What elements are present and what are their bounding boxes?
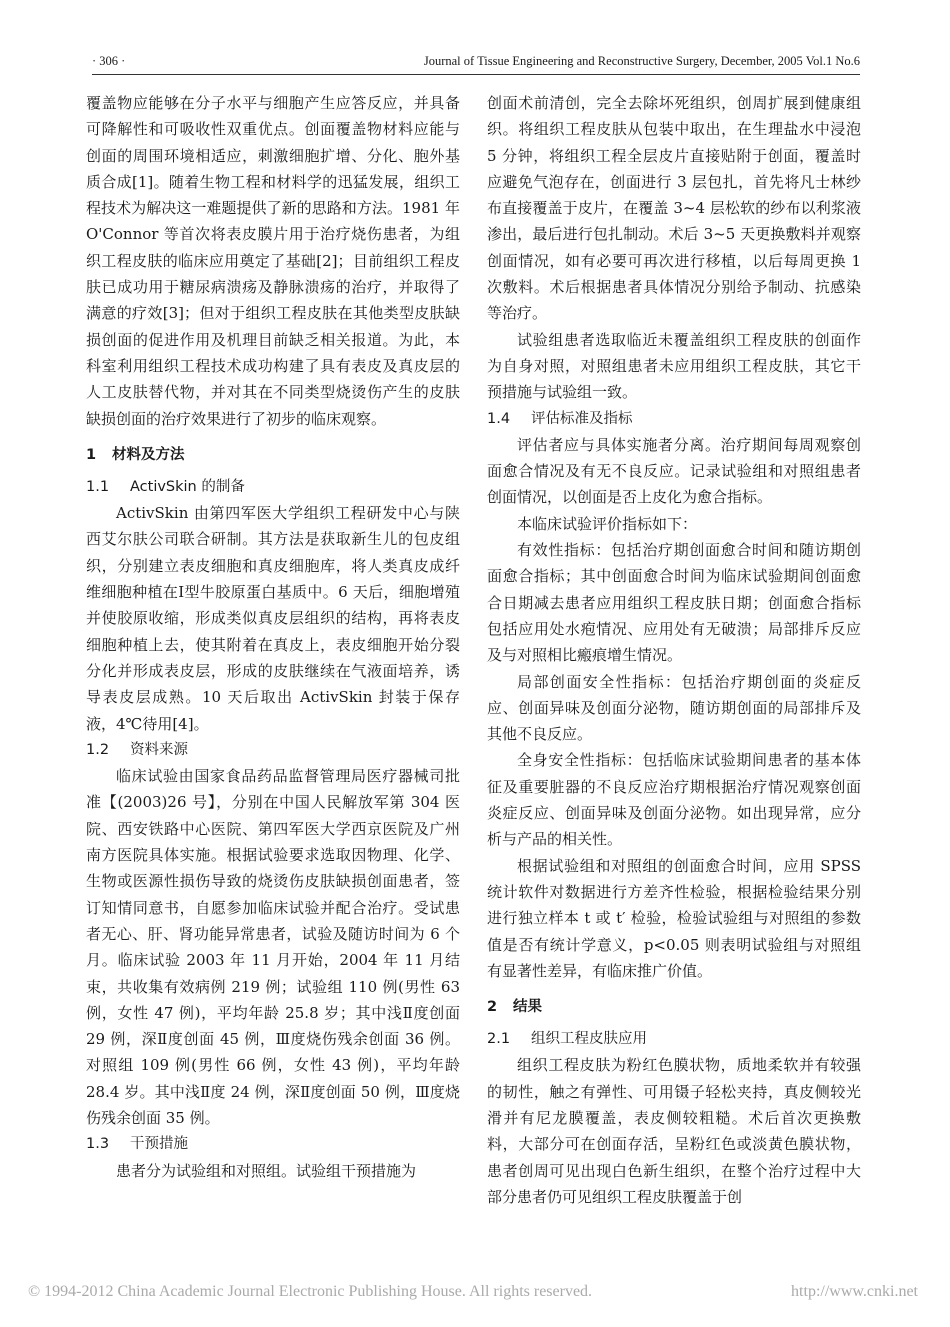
subsection-title: 组织工程皮肤应用 xyxy=(531,1031,647,1048)
paragraph-activskin-prep: ActivSkin 由第四军医大学组织工程研发中心与陕西艾尔肤公司联合研制。其方法是获取新生儿的包皮组织，分别建立表皮细胞和真皮细胞库，将人类真皮成纤维细胞种植在Ⅰ型牛胶原蛋白基质中。6 天后，细胞增殖并使胶原收缩，形成类似真皮层组织的结构，再将表皮细胞种植上去，使其附着在真皮上，表皮细胞开始分裂分化并形成表皮层，形成的皮肤继续在气液面培养，诱导表皮层成熟。10 天后取出 ActivSkin 封装于保存液，4℃待用[4]。 xyxy=(86,504,460,733)
subsection-heading-source xyxy=(86,737,460,763)
copyright-notice: © 1994-2012 China Academic Journal Electronic Publishing House. All rights reserved. xyxy=(28,1283,593,1300)
subsection-number: 1.3 xyxy=(86,1136,110,1153)
page-number: · 306 · xyxy=(92,54,126,68)
subsection-title: ActivSkin 的制备 xyxy=(130,478,245,495)
left-column xyxy=(86,90,460,1184)
paragraph-intervention-continued: 创面术前清创，完全去除坏死组织，创周扩展到健康组织。将组织工程皮肤从包装中取出，在生理盐水中浸泡 5 分钟，将组织工程全层皮片直接贴附于创面，覆盖时应避免气泡存在，创面进行 3 层包扎，首先将凡士林纱布直接覆盖于皮片，在覆盖 3~4 层松软的纱布以利浆液渗出，最后进行包扎制动。术后 3~5 天更换敷料并观察创面情况，如有必要可再次进行移植，以后每周更换 1 次敷料。术后根据患者具体情况分别给予制动、抗感染等治疗。 xyxy=(487,94,861,323)
paragraph-intervention: 患者分为试验组和对照组。试验组干预措施为 xyxy=(116,1161,417,1180)
paragraph-control-group: 试验组患者选取临近未覆盖组织工程皮肤的创面作为自身对照，对照组患者未应用组织工程皮肤，其它干预措施与试验组一致。 xyxy=(487,330,861,402)
subsection-heading-application xyxy=(487,1026,861,1052)
subsection-number: 2.1 xyxy=(487,1031,511,1048)
subsection-number: 1.2 xyxy=(86,741,110,758)
subsection-heading-intervention xyxy=(86,1131,460,1157)
footer-url[interactable]: http://www.cnki.net xyxy=(791,1283,918,1300)
subsection-heading-activskin xyxy=(86,474,460,500)
journal-citation: Journal of Tissue Engineering and Reconstructive Surgery, December, 2005 Vol.1 No.6 xyxy=(423,54,860,68)
subsection-number: 1.4 xyxy=(487,410,511,427)
subsection-title: 干预措施 xyxy=(130,1136,188,1153)
paragraph-evaluation-1: 评估者应与具体实施者分离。治疗期间每周观察创面愈合情况及有无不良反应。记录试验组和对照组患者创面情况，以创面是否上皮化为愈合指标。 xyxy=(487,435,861,507)
subsection-heading-evaluation xyxy=(487,406,861,432)
paragraph-systemic-safety: 全身安全性指标：包括临床试验期间患者的基本体征及重要脏器的不良反应治疗期根据治疗情况观察创面炎症反应、创面异味及创面分泌物。如出现异常，应分析与产品的相关性。 xyxy=(487,751,861,849)
subsection-title: 资料来源 xyxy=(130,741,188,758)
section-title: 材料及方法 xyxy=(112,446,185,463)
section-heading-methods xyxy=(86,442,460,468)
subsection-number: 1.1 xyxy=(86,478,110,495)
paragraph-application: 组织工程皮肤为粉红色膜状物，质地柔软并有较强的韧性，触之有弹性、可用镊子轻松夹持，真皮侧较光滑并有尼龙膜覆盖，表皮侧较粗糙。术后首次更换敷料，大部分可在创面存活，呈粉红色或淡黄色膜状物，患者创周可见出现白色新生组织，在整个治疗过程中大部分患者仍可见组织工程皮肤覆盖于创 xyxy=(487,1056,861,1206)
paragraph-local-safety: 局部创面安全性指标：包括治疗期创面的炎症反应、创面异味及创面分泌物，随访期创面的局部排斥及其他不良反应。 xyxy=(487,672,861,744)
subsection-title: 评估标准及指标 xyxy=(531,410,633,427)
section-title: 结果 xyxy=(513,999,542,1016)
paragraph-data-source: 临床试验由国家食品药品监督管理局医疗器械司批准【(2003)26 号】，分别在中国人民解放军第 304 医院、西安铁路中心医院、第四军医大学西京医院及广州南方医院具体实施。根据试验要求选取因物理、化学、生物或医源性损伤导致的烧烫伤皮肤缺损创面患者，签订知情同意书，自愿参加临床试验并配合治疗。受试患者无心、肝、肾功能异常患者，试验及随访时间为 6 个月。临床试验 2003 年 11 月开始，2004 年 11 月结束，共收集有效病例 219 例；试验组 110 例(男性 63 例，女性 47 例)，平均年龄 25.8 岁；其中浅Ⅱ度创面 29 例，深Ⅱ度创面 45 例，Ⅲ度烧伤残余创面 36 例。对照组 109 例(男性 66 例，女性 43 例)，平均年龄 28.4 岁。其中浅Ⅱ度 24 例，深Ⅱ度创面 50 例，Ⅲ度烧伤残余创面 35 例。 xyxy=(86,767,460,1127)
page-header xyxy=(92,52,860,75)
right-column xyxy=(487,90,861,1210)
paragraph-efficacy-indicators: 有效性指标：包括治疗期创面愈合时间和随访期创面愈合指标；其中创面愈合时间为临床试验期间创面愈合日期减去患者应用组织工程皮肤日期；创面愈合指标包括应用处水疱情况、应用处有无破溃；局部排斥反应及与对照相比瘢痕增生情况。 xyxy=(487,541,861,665)
section-heading-results xyxy=(487,994,861,1020)
intro-paragraph: 覆盖物应能够在分子水平与细胞产生应答反应，并具备可降解性和可吸收性双重优点。创面覆盖物材料应能与创面的周围环境相适应，刺激细胞扩增、分化、胞外基质合成[1]。随着生物工程和材料学的迅猛发展，组织工程技术为解决这一难题提供了新的思路和方法。1981 年 O'Connor 等首次将表皮膜片用于治疗烧伤患者，为组织工程皮肤的临床应用奠定了基础[2]；目前组织工程皮肤已成功用于糖尿病溃疡及静脉溃疡的治疗，并取得了满意的疗效[3]；但对于组织工程皮肤在其他类型皮肤缺损创面的促进作用及机理目前缺乏相关报道。为此，本科室利用组织工程技术成功构建了具有表皮及真皮层的人工皮肤替代物，并对其在不同类型烧烫伤产生的皮肤缺损创面的治疗效果进行了初步的临床观察。 xyxy=(86,94,460,428)
paragraph-evaluation-2: 本临床试验评价指标如下： xyxy=(517,514,698,533)
paragraph-statistics: 根据试验组和对照组的创面愈合时间，应用 SPSS 统计软件对数据进行方差齐性检验，根据检验结果分别进行独立样本 t 或 t′ 检验，检验试验组与对照组的参数值是否有统计学意义，p<0.05 则表明试验组与对照组有显著性差异，有临床推广价值。 xyxy=(487,856,861,980)
section-number: 1 xyxy=(86,446,97,463)
section-number: 2 xyxy=(487,999,498,1016)
